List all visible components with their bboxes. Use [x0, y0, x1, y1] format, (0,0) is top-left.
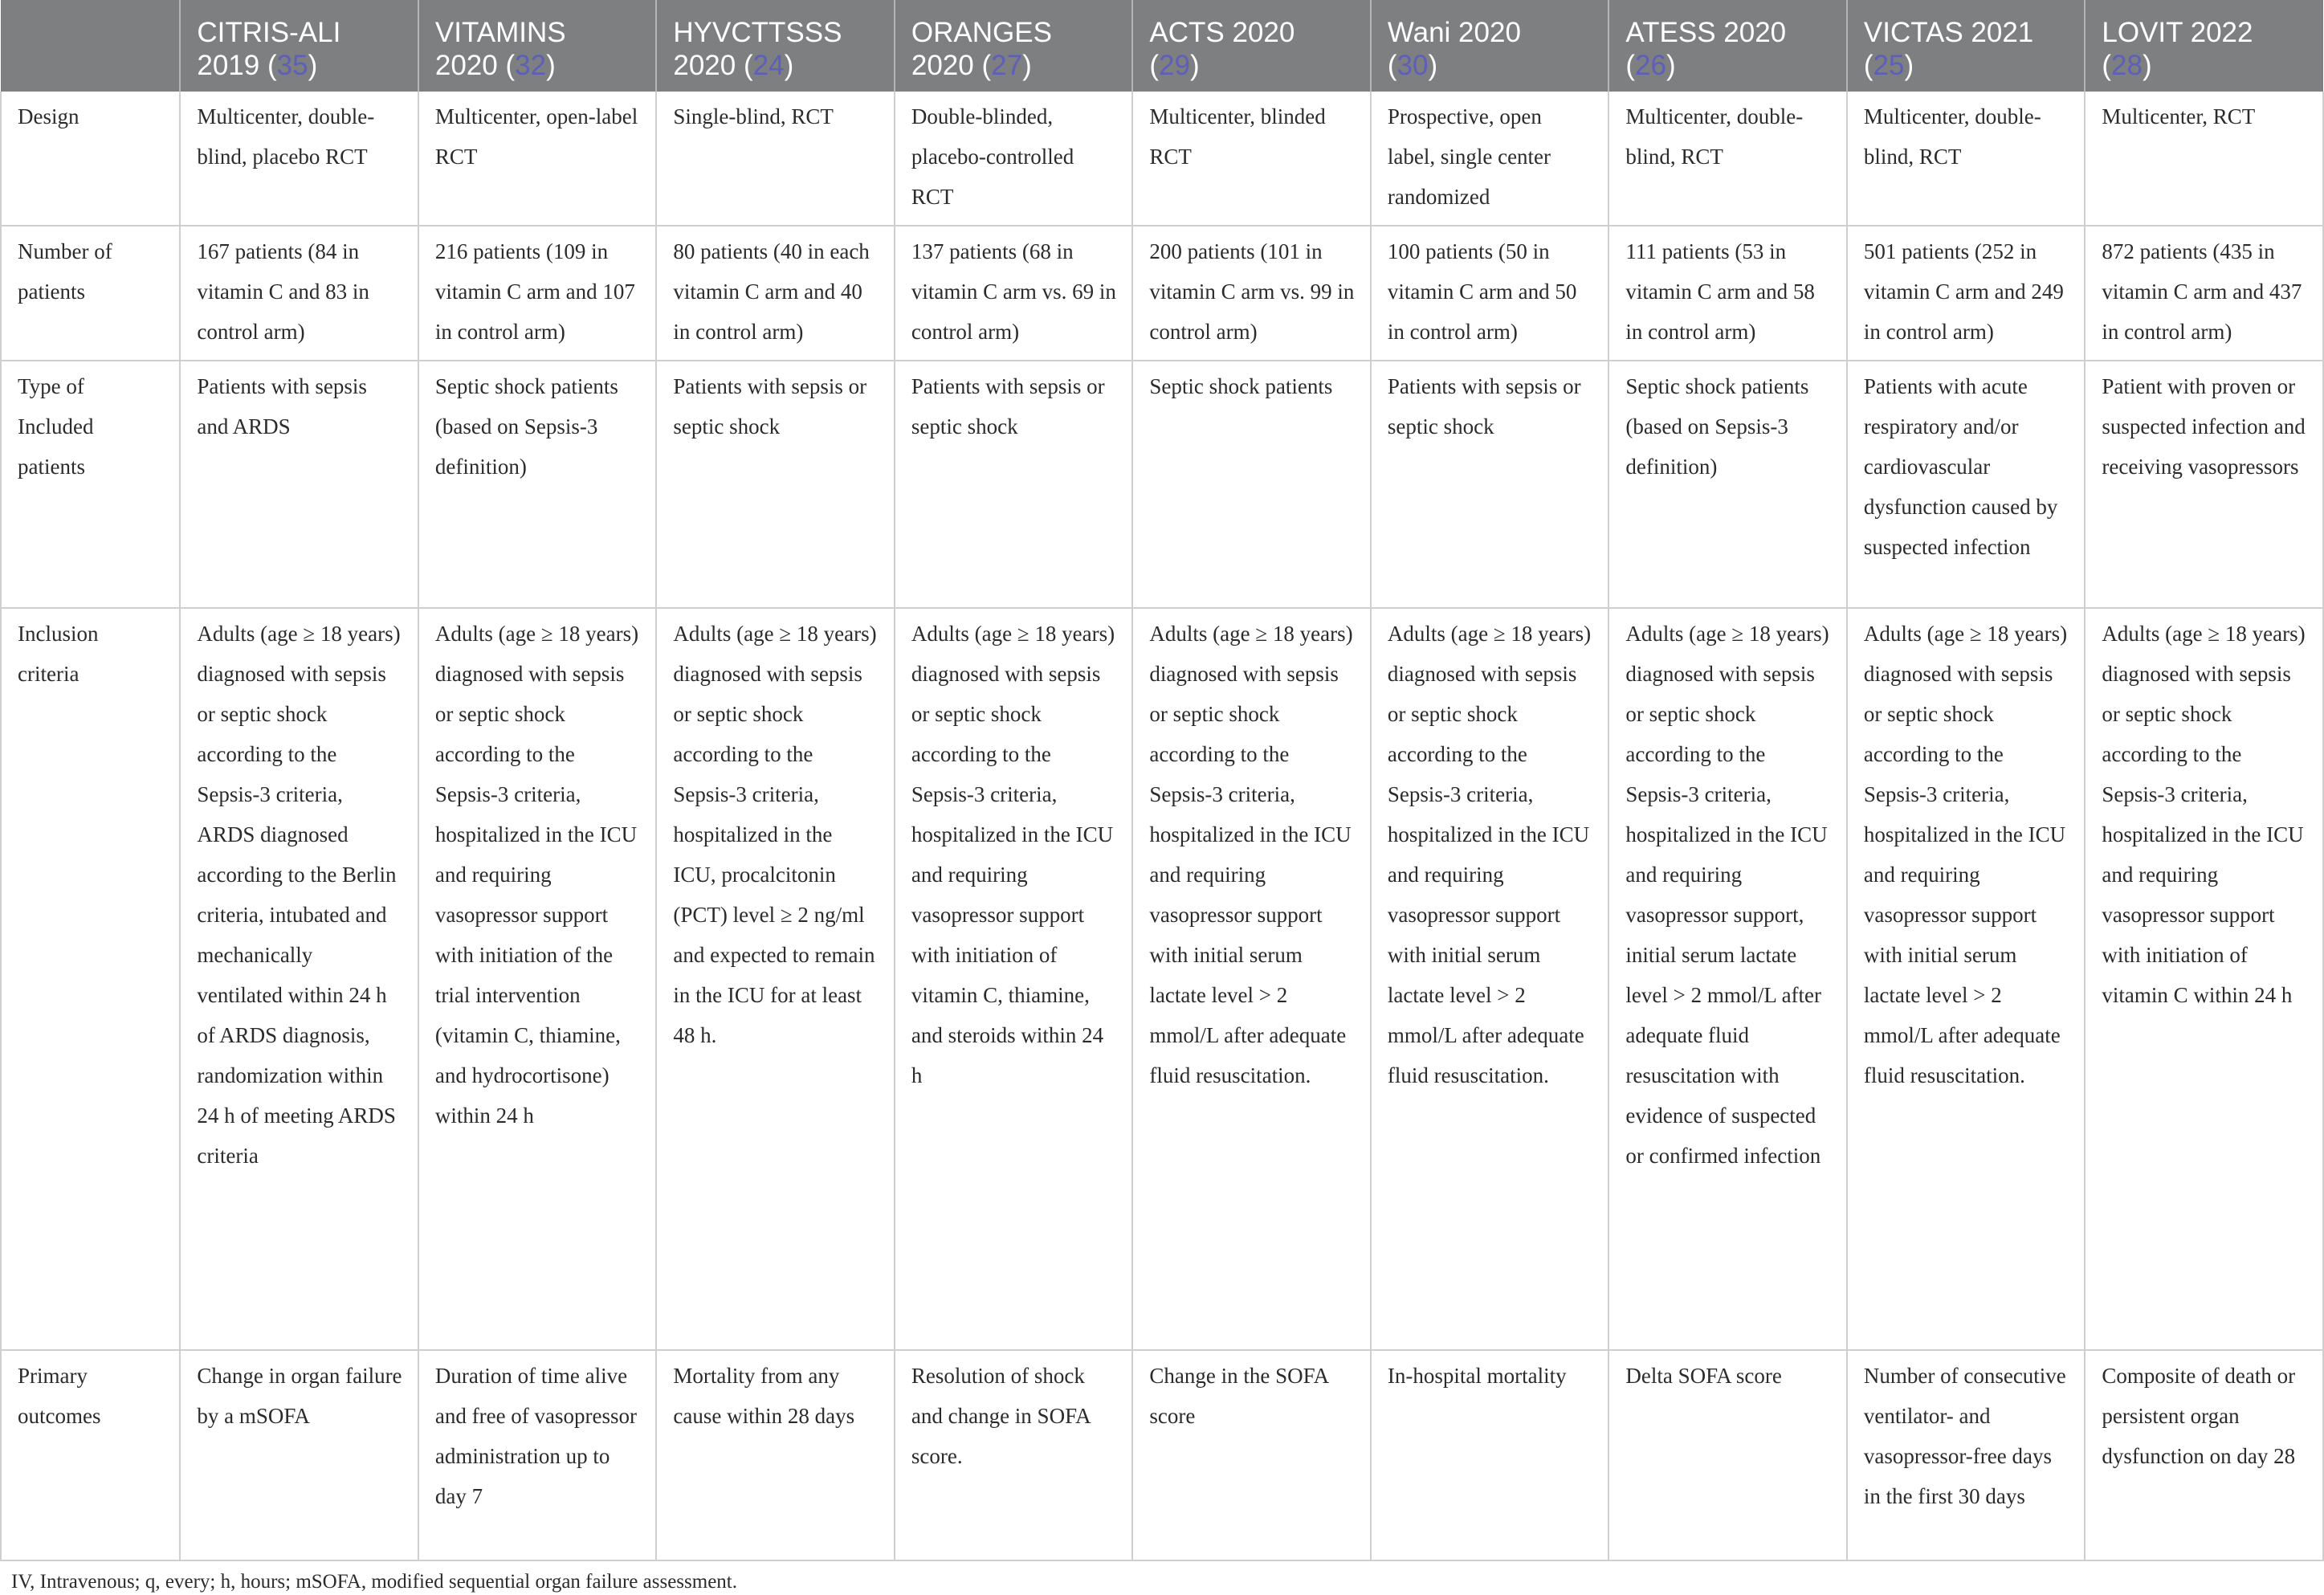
trial-year: 2020 (	[673, 50, 753, 81]
trial-year: (	[1863, 50, 1873, 81]
reference-link[interactable]: 24	[752, 50, 785, 81]
table-cell: In-hospital mortality	[1371, 1350, 1609, 1560]
table-body	[1, 92, 2323, 1560]
table-cell: Adults (age ≥ 18 years) diagnosed with sepsis or septic shock according to the Sepsis-3 criteria, hospitalized in the ICU, procalcitonin (PCT) level ≥ 2 ng/ml and expected to remain in the ICU for at least 48 h.	[656, 608, 895, 1350]
trial-header-6	[1371, 0, 1609, 92]
trial-ref-close: )	[1428, 50, 1438, 81]
row-label: Inclusion criteria	[1, 608, 180, 1350]
header-row	[1, 0, 2323, 92]
table-cell: Composite of death or persistent organ dysfunction on day 28	[2085, 1350, 2323, 1560]
reference-link[interactable]: 30	[1396, 50, 1429, 81]
table-cell: 100 patients (50 in vitamin C arm and 50 in control arm)	[1371, 226, 1609, 361]
table-cell: Adults (age ≥ 18 years) diagnosed with sepsis or septic shock according to the Sepsis-3 criteria, hospitalized in the ICU and requiring vasopressor support with initial serum lactate level > 2 mmol/L after adequate fluid resuscitation.	[1371, 608, 1609, 1350]
trial-year: (	[1387, 50, 1397, 81]
trial-name: VICTAS 2021	[1863, 17, 2034, 48]
table-cell: Patients with sepsis and ARDS	[180, 361, 418, 608]
row-label: Number of patients	[1, 226, 180, 361]
table-cell: 216 patients (109 in vitamin C arm and 107 in control arm)	[418, 226, 657, 361]
table-cell: Resolution of shock and change in SOFA score.	[895, 1350, 1133, 1560]
table-cell: Change in organ failure by a mSOFA	[180, 1350, 418, 1560]
trial-name: LOVIT 2022	[2102, 17, 2253, 48]
table-cell: Mortality from any cause within 28 days	[656, 1350, 895, 1560]
table-cell: Multicenter, double-blind, RCT	[1608, 92, 1847, 226]
table-cell: Septic shock patients (based on Sepsis-3 definition)	[1608, 361, 1847, 608]
trial-year: (	[2102, 50, 2112, 81]
reference-link[interactable]: 28	[2111, 50, 2143, 81]
table-cell: 137 patients (68 in vitamin C arm vs. 69 in control arm)	[895, 226, 1133, 361]
table-cell: Multicenter, double-blind, RCT	[1847, 92, 2085, 226]
trial-ref-close: )	[308, 50, 318, 81]
table-cell: Duration of time alive and free of vasopressor administration up to day 7	[418, 1350, 657, 1560]
trial-header-8	[1847, 0, 2085, 92]
table-cell: Adults (age ≥ 18 years) diagnosed with sepsis or septic shock according to the Sepsis-3 criteria, hospitalized in the ICU and requiring vasopressor support with initiation of vitamin C, thiamine, and steroids within 24 h	[895, 608, 1133, 1350]
trial-name: HYVCTTSSS	[673, 17, 842, 48]
row-label: Design	[1, 92, 180, 226]
reference-link[interactable]: 25	[1873, 50, 1905, 81]
header-corner-cell	[1, 0, 180, 92]
trial-year: 2020 (	[911, 50, 992, 81]
table-cell: Patients with acute respiratory and/or cardiovascular dysfunction caused by suspected infection	[1847, 361, 2085, 608]
trial-year: (	[1149, 50, 1160, 81]
table-cell: Single-blind, RCT	[656, 92, 895, 226]
trial-year: 2020 (	[434, 50, 516, 81]
table-cell: Multicenter, RCT	[2085, 92, 2323, 226]
table-cell: Number of consecutive ventilator- and vasopressor-free days in the first 30 days	[1847, 1350, 2085, 1560]
table-cell: Adults (age ≥ 18 years) diagnosed with sepsis or septic shock according to the Sepsis-3 criteria, ARDS diagnosed according to the Berlin criteria, intubated and mechanically ventilated within 24 h of ARDS diagnosis, randomization within 24 h of meeting ARDS criteria	[180, 608, 418, 1350]
trial-ref-close: )	[784, 50, 794, 81]
trial-header-1	[180, 0, 418, 92]
trial-header-9	[2085, 0, 2323, 92]
table-cell: Multicenter, double-blind, placebo RCT	[180, 92, 418, 226]
trial-ref-close: )	[1904, 50, 1914, 81]
trial-header-3	[656, 0, 895, 92]
table-cell: 111 patients (53 in vitamin C arm and 58 in control arm)	[1608, 226, 1847, 361]
table-cell: Adults (age ≥ 18 years) diagnosed with sepsis or septic shock according to the Sepsis-3 criteria, hospitalized in the ICU and requiring vasopressor support, initial serum lactate level > 2 mmol/L after adequate fluid resuscitation with evidence of suspected or confirmed infection	[1608, 608, 1847, 1350]
reference-link[interactable]: 32	[515, 50, 547, 81]
trial-ref-close: )	[2142, 50, 2152, 81]
trial-ref-close: )	[1022, 50, 1032, 81]
trial-header-2	[418, 0, 657, 92]
reference-link[interactable]: 26	[1635, 50, 1666, 81]
trial-name: Wani 2020	[1387, 17, 1521, 48]
table-cell: Adults (age ≥ 18 years) diagnosed with sepsis or septic shock according to the Sepsis-3 criteria, hospitalized in the ICU and requiring vasopressor support with initial serum lactate level > 2 mmol/L after adequate fluid resuscitation.	[1847, 608, 2085, 1350]
trial-header-5	[1132, 0, 1371, 92]
table-cell: 501 patients (252 in vitamin C arm and 249 in control arm)	[1847, 226, 2085, 361]
table-cell: Septic shock patients (based on Sepsis-3 definition)	[418, 361, 657, 608]
table-cell: 872 patients (435 in vitamin C arm and 437 in control arm)	[2085, 226, 2323, 361]
trial-year: (	[1625, 50, 1636, 81]
table-cell: Change in the SOFA score	[1132, 1350, 1371, 1560]
trial-ref-close: )	[546, 50, 556, 81]
reference-link[interactable]: 35	[276, 50, 308, 81]
row-primary-outcomes	[1, 1350, 2323, 1560]
table-cell: Delta SOFA score	[1608, 1350, 1847, 1560]
table-cell: Adults (age ≥ 18 years) diagnosed with sepsis or septic shock according to the Sepsis-3 criteria, hospitalized in the ICU and requiring vasopressor support with initiation of vitamin C within 24 h	[2085, 608, 2323, 1350]
table-cell: Septic shock patients	[1132, 361, 1371, 608]
trial-ref-close: )	[1666, 50, 1676, 81]
table-cell: Prospective, open label, single center randomized	[1371, 92, 1609, 226]
table-cell: 167 patients (84 in vitamin C and 83 in control arm)	[180, 226, 418, 361]
row-type-of-patients	[1, 361, 2323, 608]
table-cell: Patient with proven or suspected infection and receiving vasopressors	[2085, 361, 2323, 608]
table-cell: Multicenter, blinded RCT	[1132, 92, 1371, 226]
trial-name: ORANGES	[911, 17, 1052, 48]
trial-year: 2019 (	[197, 50, 277, 81]
table-cell: Double-blinded, placebo-controlled RCT	[895, 92, 1133, 226]
row-label: Type of Included patients	[1, 361, 180, 608]
table-cell: Adults (age ≥ 18 years) diagnosed with sepsis or septic shock according to the Sepsis-3 criteria, hospitalized in the ICU and requiring vasopressor support with initiation of the trial intervention (vitamin C, thiamine, and hydrocortisone) within 24 h	[418, 608, 657, 1350]
row-design	[1, 92, 2323, 226]
table-cell: Multicenter, open-label RCT	[418, 92, 657, 226]
table-cell: Patients with sepsis or septic shock	[656, 361, 895, 608]
trial-header-7	[1608, 0, 1847, 92]
table-cell: 200 patients (101 in vitamin C arm vs. 99 in control arm)	[1132, 226, 1371, 361]
row-inclusion-criteria	[1, 608, 2323, 1350]
table-footnote: IV, Intravenous; q, every; h, hours; mSOFA, modified sequential organ failure assessment.	[11, 1571, 738, 1593]
table-cell: 80 patients (40 in each vitamin C arm and 40 in control arm)	[656, 226, 895, 361]
trial-name: ACTS 2020	[1149, 17, 1295, 48]
trial-ref-close: )	[1189, 50, 1200, 81]
row-label: Primary outcomes	[1, 1350, 180, 1560]
trial-name: VITAMINS	[434, 17, 566, 48]
table-cell: Patients with sepsis or septic shock	[895, 361, 1133, 608]
trial-name: ATESS 2020	[1625, 17, 1787, 48]
trial-name: CITRIS-ALI	[197, 17, 341, 48]
table-cell: Adults (age ≥ 18 years) diagnosed with sepsis or septic shock according to the Sepsis-3 criteria, hospitalized in the ICU and requiring vasopressor support with initial serum lactate level > 2 mmol/L after adequate fluid resuscitation.	[1132, 608, 1371, 1350]
trial-header-4	[895, 0, 1133, 92]
reference-link[interactable]: 27	[991, 50, 1023, 81]
table-cell: Patients with sepsis or septic shock	[1371, 361, 1609, 608]
reference-link[interactable]: 29	[1159, 50, 1190, 81]
row-number-of-patients	[1, 226, 2323, 361]
